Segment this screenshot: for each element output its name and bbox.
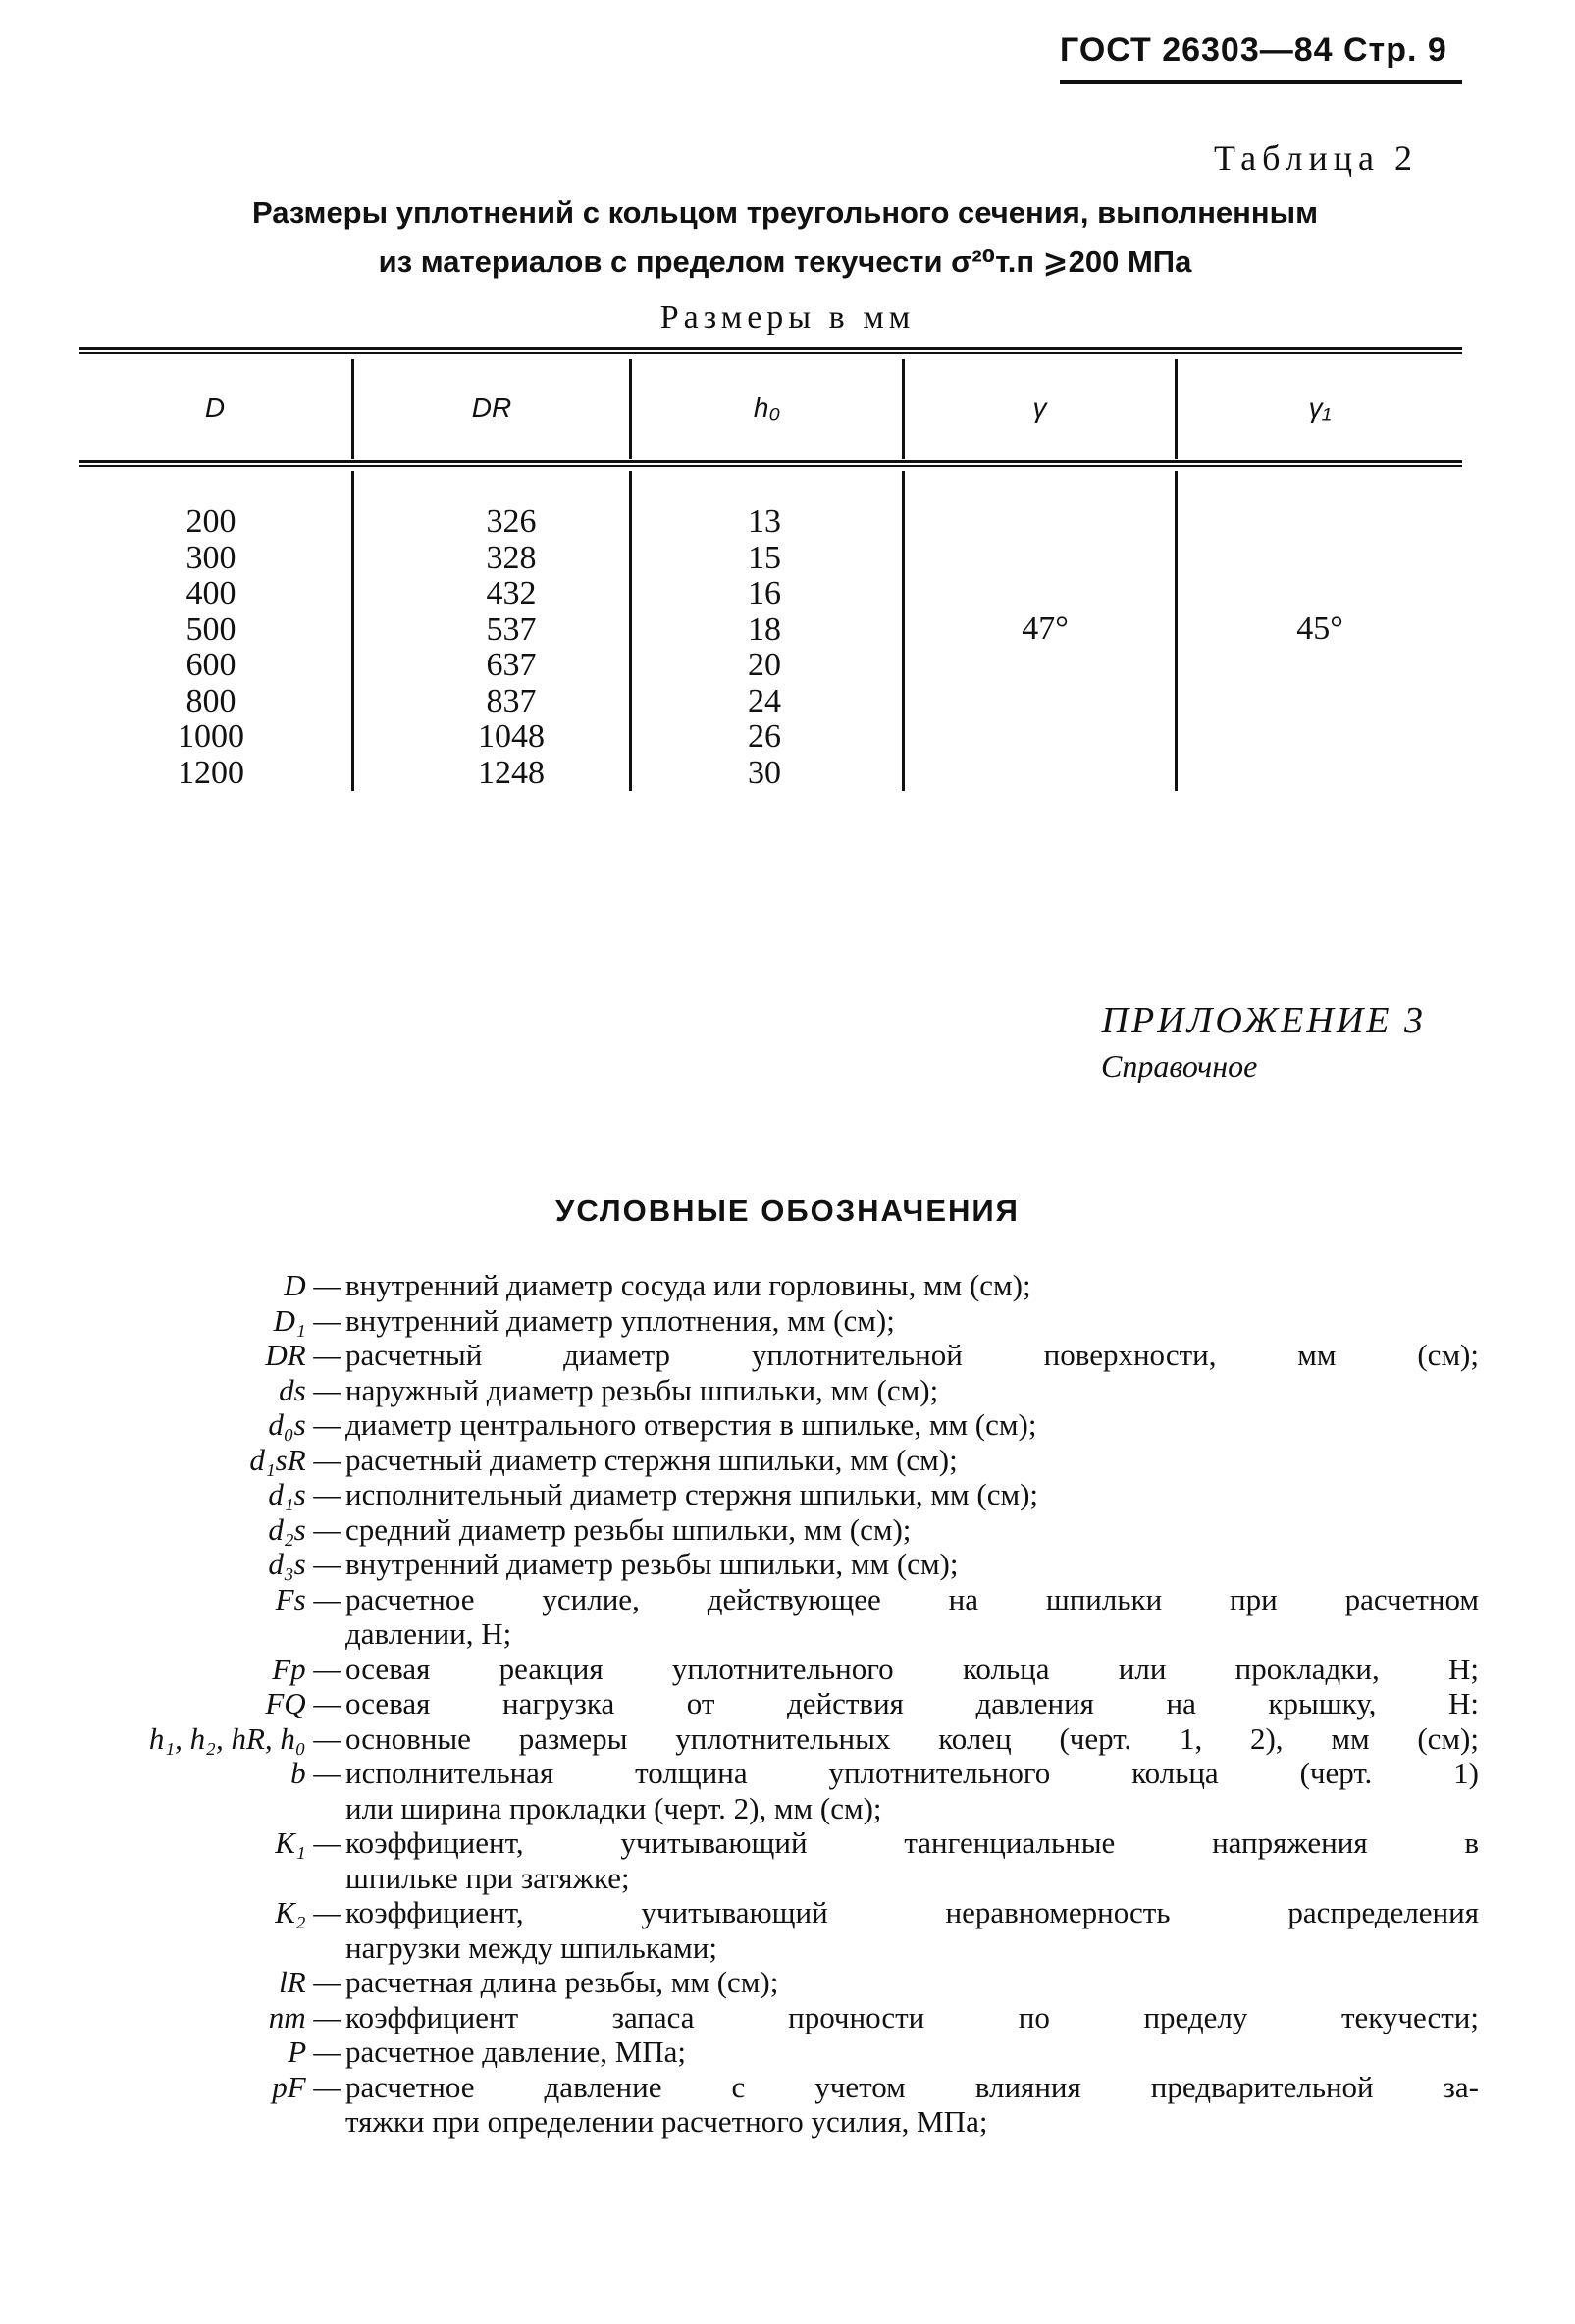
notation-symbol: b — (290, 1756, 341, 1790)
notation-symbol: D — (284, 1268, 341, 1302)
notation-row (0, 2000, 1575, 2035)
notation-row (0, 1652, 1575, 1687)
notation-list (0, 1268, 1575, 2139)
notation-row (0, 1930, 1575, 1966)
notation-text: осевая нагрузка от действия давления на крышку, Н: (345, 1686, 1479, 1720)
notation-symbol: d₀s — (268, 1407, 341, 1442)
notation-row (0, 1373, 1575, 1408)
notation-text: внутренний диаметр резьбы шпильки, мм (см); (345, 1547, 959, 1581)
table-title (98, 188, 1472, 287)
notation-text: исполнительная толщина уплотнительного кольца (черт. 1) (345, 1756, 1479, 1790)
notation-text: осевая реакция уплотнительного кольца или прокладки, Н; (345, 1651, 1479, 1686)
notation-text: расчетное давление с учетом влияния предварительной за- (345, 2069, 1479, 2104)
table-header-rule-2 (79, 465, 1462, 467)
notation-row (0, 1616, 1575, 1652)
table-units: Размеры в мм (659, 299, 916, 336)
column-header-d: D (204, 393, 226, 423)
appendix-title: ПРИЛОЖЕНИЕ 3 (1101, 1000, 1426, 1041)
notation-text: шпильке при затяжке; (345, 1860, 630, 1895)
notation-text: расчетный диаметр стержня шпильки, мм (см); (345, 1442, 958, 1477)
notation-symbol: h₁, h₂, hR, h₀ — (148, 1720, 341, 1756)
notation-text: расчетное усилие, действующее на шпильки при расчетном (345, 1581, 1479, 1616)
column-divider (629, 471, 632, 791)
notation-row (0, 1338, 1575, 1373)
notation-symbol: d₁sR — (249, 1442, 341, 1477)
notation-text: коэффициент запаса прочности по пределу текучести; (345, 1999, 1479, 2034)
notation-symbol: nт — (268, 1999, 341, 2034)
notation-row (0, 1825, 1575, 1861)
notation-row (0, 1756, 1575, 1791)
notation-text: тяжки при определении расчетного усилия, МПа; (345, 2104, 988, 2139)
notation-row (0, 1512, 1575, 1548)
notation-text: давлении, Н; (345, 1616, 512, 1651)
notation-text: средний диаметр резьбы шпильки, мм (см); (345, 1511, 912, 1547)
appendix-subtitle: Справочное (1101, 1048, 1258, 1083)
column-h0-values: 13 15 16 18 20 24 26 30 (748, 503, 781, 791)
column-divider (1175, 471, 1178, 791)
page-header: ГОСТ 26303—84 Стр. 9 (1060, 31, 1447, 69)
table-header-rule (79, 460, 1462, 463)
notation-text: коэффициент, учитывающий неравномерность распределения (345, 1895, 1479, 1929)
notation-row (0, 1861, 1575, 1896)
notation-text: внутренний диаметр сосуда или горловины, мм (см); (345, 1268, 1031, 1302)
notation-row (0, 2034, 1575, 2070)
table-top-rule-2 (79, 352, 1462, 354)
table-label: Таблица 2 (1214, 138, 1418, 178)
notation-text: расчетный диаметр уплотнительной поверхности, мм (см); (345, 1338, 1479, 1372)
notation-row (0, 1547, 1575, 1582)
notation-text: расчетная длина резьбы, мм (см); (345, 1965, 779, 1999)
notation-row (0, 1268, 1575, 1303)
notation-symbol: P — (288, 2034, 341, 2069)
column-header-h0: h₀ (753, 393, 781, 423)
notation-symbol: FQ — (265, 1686, 341, 1720)
notation-text: расчетное давление, МПа; (345, 2034, 687, 2069)
notation-row (0, 1895, 1575, 1930)
notation-text: внутренний диаметр уплотнения, мм (см); (345, 1302, 895, 1338)
section-title: УСЛОВНЫЕ ОБОЗНАЧЕНИЯ (555, 1193, 1020, 1228)
notation-symbol: K₁ — (275, 1825, 341, 1860)
column-header-dr: DR (471, 393, 512, 423)
column-dr-values: 326 328 432 537 637 837 1048 1248 (478, 503, 545, 791)
notation-symbol: lR — (279, 1965, 341, 1999)
notation-text: наружный диаметр резьбы шпильки, мм (см); (345, 1372, 939, 1407)
notation-row (0, 1407, 1575, 1443)
column-divider (902, 471, 905, 791)
notation-text: исполнительный диаметр стержня шпильки, мм (см); (345, 1477, 1039, 1511)
column-divider (351, 471, 354, 791)
notation-symbol: pF — (272, 2069, 341, 2104)
notation-text: основные размеры уплотнительных колец (черт. 1, 2), мм (см); (345, 1720, 1479, 1756)
notation-row (0, 1686, 1575, 1721)
notation-symbol: D₁ — (273, 1302, 341, 1338)
notation-symbol: d₁s — (268, 1477, 341, 1511)
notation-symbol: d₃s — (268, 1547, 341, 1581)
notation-symbol: ds — (279, 1372, 341, 1407)
notation-row (0, 1721, 1575, 1757)
notation-symbol: Fp — (272, 1651, 341, 1686)
notation-row (0, 1303, 1575, 1339)
notation-row (0, 1582, 1575, 1617)
table-top-rule (79, 347, 1462, 350)
notation-symbol: Fs — (275, 1581, 341, 1616)
notation-row (0, 2070, 1575, 2105)
gamma1-value: 45° (1296, 610, 1343, 647)
table-title-line-2: из материалов с пределом текучести σ²⁰т.п ⩾200 МПа (378, 244, 1192, 279)
notation-symbol: d₂s — (268, 1511, 341, 1547)
header-rule (1060, 80, 1462, 84)
notation-symbol: DR — (265, 1338, 341, 1372)
notation-row (0, 1443, 1575, 1478)
table-title-line-1: Размеры уплотнений с кольцом треугольного сечения, выполненным (251, 195, 1319, 230)
column-d-values: 200 300 400 500 600 800 1000 1200 (178, 503, 244, 791)
column-header-gamma1: γ₁ (1308, 393, 1332, 423)
notation-row (0, 1965, 1575, 2000)
gamma-value: 47° (1022, 610, 1069, 647)
notation-text: или ширина прокладки (черт. 2), мм (см); (345, 1790, 882, 1825)
notation-text: нагрузки между шпильками; (345, 1929, 717, 1965)
notation-row (0, 1477, 1575, 1512)
notation-row (0, 2104, 1575, 2139)
notation-text: диаметр центрального отверстия в шпильке, мм (см); (345, 1407, 1037, 1442)
notation-row (0, 1791, 1575, 1826)
notation-symbol: K₂ — (275, 1895, 341, 1929)
notation-text: коэффициент, учитывающий тангенциальные напряжения в (345, 1825, 1479, 1860)
column-header-gamma: γ (1032, 393, 1047, 423)
